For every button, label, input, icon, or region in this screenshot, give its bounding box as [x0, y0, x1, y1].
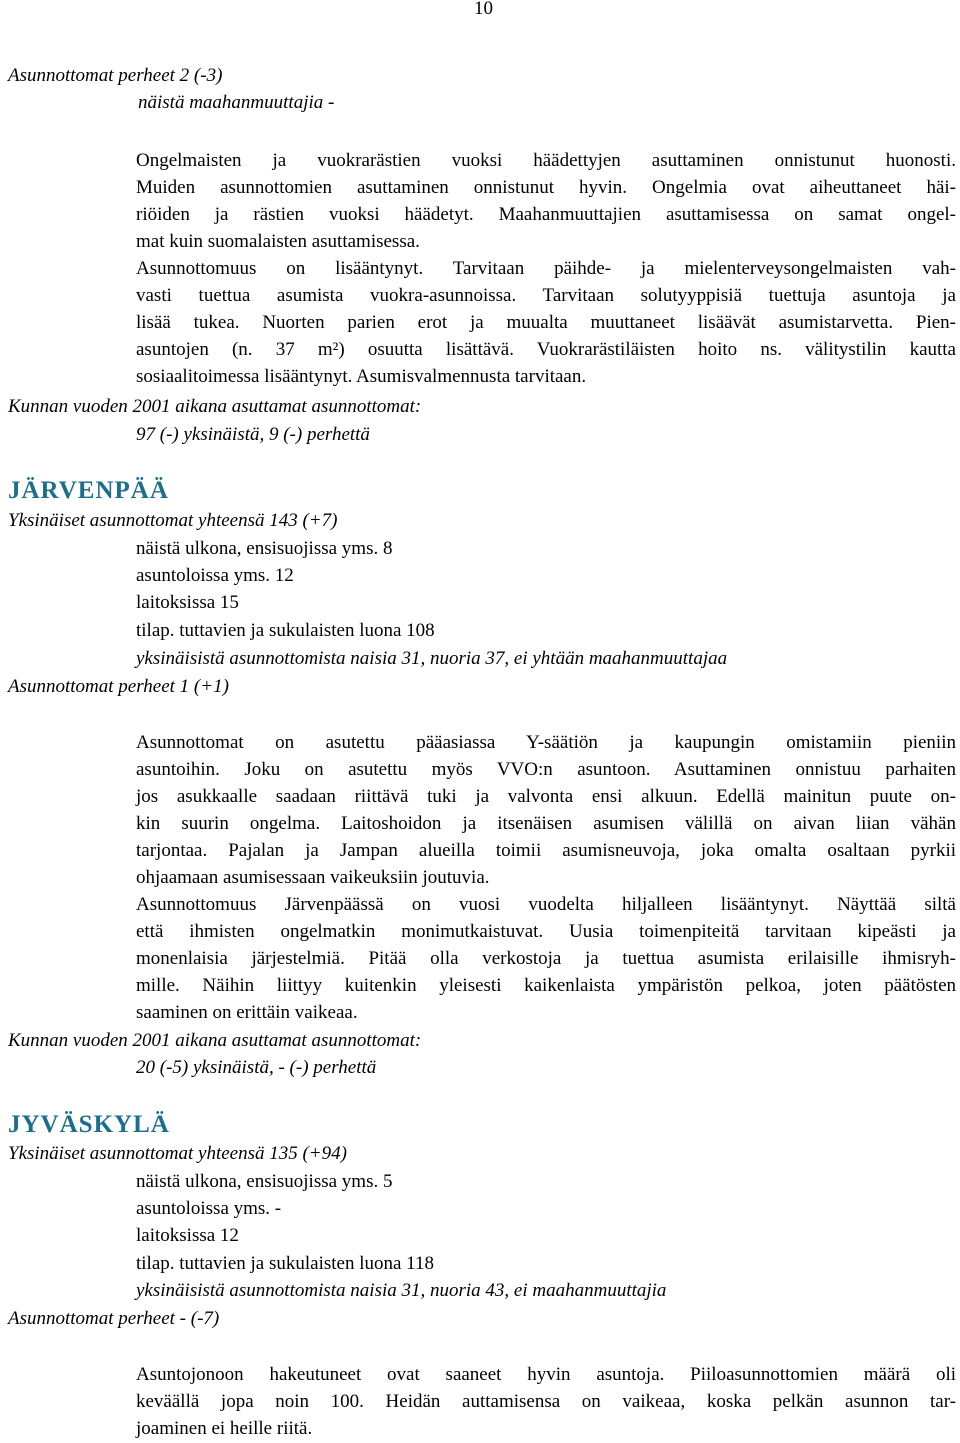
description-paragraph: Ongelmaisten ja vuokrarästien vuoksi häädettyjen asuttaminen onnistunut huonosti. Muiden asunnottomien asuttaminen onnistunut hyvin. Ongelmia ovat aiheuttaneet häi- riöiden ja rästien vuoksi häädetyt. Maahanmuuttajien asuttamisessa on samat ongel- mat kuin suomalaisten asuttamisessa. Asunnottomuus on lisääntynyt. Tarvitaan päihde- ja mielenterveysongelmaisten vah- vasti tuettua asumista vuokra-asunnoissa. Tarvitaan solutyyppisiä tuettuja asuntoja ja lisää tukea. Nuorten parien erot ja muualta muuttaneet lisäävät asumistarvetta. Pien- asuntojen (n. 37 m²) osuutta lisättävä. Vuokrarästiläisten hoito ns. välitystilin kautta sosiaalitoimessa lisääntynyt. Asumisvalmennusta tarvitaan. — [136, 150, 956, 387]
breakdown-friends: tilap. tuttavien ja sukulaisten luona 108 — [136, 620, 435, 641]
breakdown-friends: tilap. tuttavien ja sukulaisten luona 118 — [136, 1253, 434, 1274]
singles-note: yksinäisistä asunnottomista naisia 31, nuoria 43, ei maahanmuuttajia — [136, 1280, 667, 1301]
breakdown-hostels: asuntoloissa yms. 12 — [136, 565, 294, 586]
housed-label: Kunnan vuoden 2001 aikana asuttamat asunnottomat: — [8, 1030, 422, 1051]
families-count: Asunnottomat perheet - (-7) — [8, 1308, 220, 1329]
description-paragraph: Asunnottomat on asutettu pääasiassa Y-säätiön ja kaupungin omistamiin pieniin asuntoihin. Joku on asutettu myös VVO:n asuntoon. Asuttaminen onnistuu parhaiten jos asukkaalle saadaan riittävä tuki ja valvonta ensi alkuun. Edellä mainitun puute on- kin suurin ongelma. Laitoshoidon ja itsenäisen asumisen välillä on aivan liian vähän tarjontaa. Pajalan ja Jampan alueilla toimii asumisneuvoja, joka omalta osaltaan pyrkii ohjaamaan asumisessaan vaikeuksiin joutuvia. Asunnottomuus Järvenpäässä on vuosi vuodelta hiljalleen lisääntynyt. Näyttää siltä että ihmisten ongelmatkin monimutkaistuvat. Uusia toimenpiteitä tarvitaan kipeästi ja monenlaisia järjestelmiä. Pitää olla verkostoja ja tuettua asumista erilaisille ihmisryh- mille. Näihin liittyy kuitenkin yleisesti kaikenlaista ympäristön pelkoa, joten päätösten saaminen on erittäin vaikeaa. — [136, 732, 956, 1023]
housed-label: Kunnan vuoden 2001 aikana asuttamat asunnottomat: — [8, 396, 422, 417]
families-count: Asunnottomat perheet 1 (+1) — [8, 676, 229, 697]
housed-value: 97 (-) yksinäistä, 9 (-) perhettä — [136, 424, 370, 445]
breakdown-outdoors: näistä ulkona, ensisuojissa yms. 8 — [136, 538, 393, 559]
singles-total: Yksinäiset asunnottomat yhteensä 135 (+94) — [8, 1143, 347, 1164]
municipality-heading: JÄRVENPÄÄ — [8, 477, 169, 504]
description-paragraph: Asuntojonoon hakeutuneet ovat saaneet hyvin asuntoja. Piiloasunnottomien määrä oli keväällä jopa noin 100. Heidän auttamisensa on vaikeaa, koska pelkän asunnon tar- joaminen ei heille riitä. — [136, 1364, 956, 1439]
breakdown-institutions: laitoksissa 12 — [136, 1225, 239, 1246]
breakdown-institutions: laitoksissa 15 — [136, 592, 239, 613]
singles-note: yksinäisistä asunnottomista naisia 31, nuoria 37, ei yhtään maahanmuuttajaa — [136, 648, 728, 669]
breakdown-hostels: asuntoloissa yms. - — [136, 1198, 282, 1219]
municipality-heading: JYVÄSKYLÄ — [8, 1111, 170, 1138]
families-count: Asunnottomat perheet 2 (-3) — [8, 65, 223, 86]
families-immigrants: näistä maahanmuuttajia - — [138, 92, 335, 113]
singles-total: Yksinäiset asunnottomat yhteensä 143 (+7) — [8, 510, 338, 531]
housed-value: 20 (-5) yksinäistä, - (-) perhettä — [136, 1057, 377, 1078]
page-number: 10 — [474, 0, 493, 19]
breakdown-outdoors: näistä ulkona, ensisuojissa yms. 5 — [136, 1171, 393, 1192]
